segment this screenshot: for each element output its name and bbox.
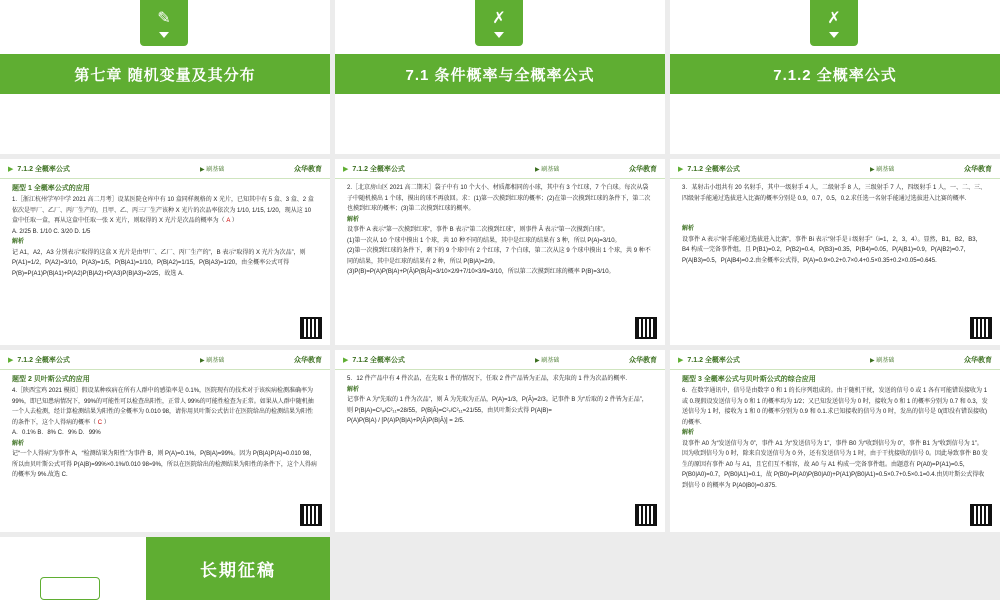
question-text: 3．某射击小组共有 20 名射手，其中一级射手 4 人，二级射手 8 人，三级射手 7 人，四级射手 1 人，一、二、三、四级射手能通过选拔进入比赛的概率分别是 0.9，0.7，0.5，0.2.求任选一名射手能通过选拔进入比赛的概率.	[682, 185, 987, 202]
qr-code	[970, 317, 992, 339]
solution-line: (3)P(B)=P(A)P(B|A)+P(Ā)P(B|Ā)=3/10×2/9+7/10×3/9=3/10，所以第二次摸到红球的概率 P(B)=3/10。	[347, 269, 615, 275]
slide-title: 第七章 随机变量及其分布	[0, 54, 330, 94]
solution-line: P(A)P(B|A) / [P(A)P(B|A)+P(Ā)P(B|Ā)] = 2/5.	[347, 418, 465, 424]
analysis-label: 解析	[347, 216, 360, 223]
question-text: 1.［浙江杭州学军中学 2021 高二月考］设某医院仓库中有 10 盒同样规格的 X 光片，已知其中有 5 盒、3 盒、2 盒依次是甲厂、乙厂、丙厂生产的，且甲、乙、丙三厂生产该种 X 光片的次品率依次为 1/10, 1/15, 1/20，现从这 10 盒中任取一盒，再从这盒中任取一张 X 光片，则取得的 X 光片是次品的概率为（ A ）	[12, 197, 314, 225]
qr-code	[970, 504, 992, 526]
solution-line: 记事件 A 为“先取的 1 件为次品”，则 Ā 为先取为正品，P(A)=1/3，P(Ā)=2/3。记事件 B 为“后取的 2 件皆为正品”，则 P(B|A)=C²₈/C²₁₁=28/55，P(B|Ā)=C²₇/C²₁₁=21/55，由贝叶斯公式得 P(A|B)=	[347, 397, 648, 414]
slide-problem-5[interactable]	[335, 350, 665, 532]
question-text: 5．12 件产品中有 4 件次品，在先取 1 件的情况下，任取 2 件产品皆为正品，求先取的 1 件为次品的概率.	[347, 376, 628, 382]
section-heading: 题型 2 贝叶斯公式的应用	[12, 376, 90, 383]
slide-subsection-title[interactable]	[670, 0, 1000, 154]
slide-header: ▶ 7.1.2 全概率公式 ▶ 刷基础 众华教育	[0, 159, 330, 179]
solution-text: 设事件 A 表示“射手能通过选拔进入比赛”，事件 Bi 表示“射手是 i 级射手”（i=1，2，3，4）。显然，B1，B2，B3，B4 构成一完备事件组，且 P(B1)=0.2，P(B2)=0.4，P(B3)=0.35，P(B4)=0.05，P(A|B1)=0.9，P(A|B2)=0.7，P(A|B3)=0.5，P(A|B4)=0.2.由全概率公式得，P(A)=0.9×0.2+0.7×0.4+0.5×0.35+0.2×0.05=0.645.	[682, 236, 982, 264]
slide-chapter-title[interactable]	[0, 0, 330, 154]
analysis-label: 解析	[347, 386, 360, 393]
solution-line: (2)第一次摸到红球的条件下，剩下的 9 个球中有 2 个红球，7 个白球，第二次从这 9 个球中摸出 1 个球，共 9 种不同的结果，其中是红球的结果有 2 种，所以 P(B|A)=2/9。	[347, 248, 651, 265]
question-text: 2.［北京房山区 2021 高二期末］袋子中有 10 个大小、材质都相同的小球，其中有 3 个红球，7 个白球。每次从袋子中随机摸出 1 个球，摸出的球不再放回。求：(1)第一次摸到红球的概率；(2)在第一次摸到红球的条件下，第二次也摸到红球的概率；(3)第二次摸到红球的概率。	[347, 185, 651, 212]
close-icon: ✗	[810, 0, 858, 46]
slide-problem-4[interactable]	[0, 350, 330, 532]
brand-logo: 众华教育	[294, 165, 322, 173]
brand-logo: 众华教育	[964, 165, 992, 173]
slide-problem-1[interactable]	[0, 159, 330, 345]
qr-code	[300, 317, 322, 339]
question-text: 6．在数字通讯中，信号是由数字 0 和 1 的长序列组成的。由于随机干扰，发送的信号 0 或 1 各有可能错误接收为 1 或 0.现假设发送信号为 0 和 1 的概率均为 1/2；又已知发送信号为 0 时，接收为 0 和 1 的概率分别为 0.7 和 0.3，发送信号为 1 时，接收为 1 和 0 的概率分别为 0.9 和 0.1.求已知接收的信号为 0 时，发出的信号是 0(即没有错误接收)的概率.	[682, 388, 988, 426]
slide-section-title[interactable]	[335, 0, 665, 154]
slide-problem-2[interactable]	[335, 159, 665, 345]
slide-header: ▶ 7.1.2 全概率公式 ▶ 刷基础 众华教育	[335, 159, 665, 179]
qr-code	[635, 504, 657, 526]
pencil-icon: ✎	[140, 0, 188, 46]
slide-problem-6[interactable]	[670, 350, 1000, 532]
brand-logo: 众华教育	[294, 356, 322, 364]
solution-text: 记 A1，A2，A3 分别表示“取得的这盒 X 光片是由甲厂、乙厂、丙厂生产的”，B 表示“取得的 X 光片为次品”，则 P(A1)=1/2，P(A2)=3/10，P(A3)=1/5，P(B|A1)=1/10，P(B|A2)=1/15，P(B|A3)=1/20，由全概率公式可得 P(B)=P(A1)P(B|A1)+P(A2)P(B|A2)+P(A3)P(B|A3)=2/25，故选 A.	[12, 249, 306, 277]
slide-header: ▶ 7.1.2 全概率公式 ▶ 刷基础 众华教育	[335, 350, 665, 370]
solution-text: 记“一个人得病”为事件 A，“检测结果为阳性”为事件 B，则 P(A)=0.1%，P(B|A)=99%。因为 P(B|A)P(A)=0.010 98，所以由贝叶斯公式可得 P(A|B)=99%×0.1%/0.010 98≈9%，所以在医院给出的检测结果为阳性的条件下，这个人得病的概率为 9%.故选 C.	[12, 451, 317, 479]
analysis-label: 解析	[682, 226, 695, 232]
solution-line: 设事件 A 表示“第一次摸到红球”，事件 B 表示“第二次摸到红球”，则事件 Ā 表示“第一次摸到白球”。	[347, 227, 609, 233]
brand-logo: 众华教育	[629, 165, 657, 173]
close-icon: ✗	[475, 0, 523, 46]
options: A．0.1% B．8% C．9% D．99%	[12, 430, 101, 437]
analysis-label: 解析	[12, 440, 25, 447]
call-title: 长期征稿	[146, 537, 330, 600]
slide-header: ▶ 7.1.2 全概率公式 ▶ 刷基础 众华教育	[0, 350, 330, 370]
qr-code	[300, 504, 322, 526]
analysis-label: 解析	[12, 239, 25, 246]
section-heading: 题型 1 全概率公式的应用	[12, 185, 90, 192]
brand-logo: 众华教育	[629, 356, 657, 364]
slide-title: 7.1.2 全概率公式	[670, 54, 1000, 94]
slide-title: 7.1 条件概率与全概率公式	[335, 54, 665, 94]
slide-problem-3[interactable]	[670, 159, 1000, 345]
qr-code	[635, 317, 657, 339]
section-heading: 题型 3 全概率公式与贝叶斯公式的综合应用	[682, 376, 816, 383]
slide-header: ▶ 7.1.2 全概率公式 ▶ 刷基础 众华教育	[670, 159, 1000, 179]
slide-call-for-papers[interactable]	[0, 537, 330, 600]
question-text: 4.［陕西宝鸡 2021 模拟］假设某种疾病在所有人群中的感染率是 0.1%，医院现有的技术对于该疾病检测准确率为 99%，即已知患病情况下，99%的可能性可以检查出阳性，正常人 99%的可能性检查为正常。如果从人群中随机抽一个人去检测，经计算检测结果为阳性的全概率为 0.010 98，请你用贝叶斯公式估计在医院给出的检测结果为阳性的条件下，这个人得病的概率（ C ）	[12, 388, 314, 426]
solution-line: (1)第一次从 10 个球中摸出 1 个球，共 10 种不同的结果，其中是红球的结果有 3 种，所以 P(A)=3/10。	[347, 237, 621, 244]
analysis-label: 解析	[682, 430, 695, 437]
slide-header: ▶ 7.1.2 全概率公式 ▶ 刷基础 众华教育	[670, 350, 1000, 370]
brand-logo: 众华教育	[964, 356, 992, 364]
options: A. 2/25 B. 1/10 C. 3/20 D. 1/5	[12, 228, 91, 235]
solution-text: 设事件 A0 为“发送信号为 0”，事件 A1 为“发送信号为 1”，事件 B0 为“收到信号为 0”，事件 B1 为“收到信号为 1”。因为收到信号为 0 时，除来自发送信号为 0 外，还有发送信号为 1 时，由于干扰接收的信号 0。因此导致事件 B0 发生的原因有事件 A0 与 A1，且它们互不相容，故 A0 与 A1 构成一完备事件组。由题意有 P(A0)=P(A1)=0.5，P(B0|A0)=0.7，P(B0|A1)=0.1，故 P(B0)=P(A0)P(B0|A0)+P(A1)P(B0|A1)=0.5×0.7+0.5×0.1=0.4.由贝叶斯公式得收到信号 0 的概率为 P(A0|B0)=0.875.	[682, 440, 988, 489]
qr-code	[40, 577, 100, 600]
